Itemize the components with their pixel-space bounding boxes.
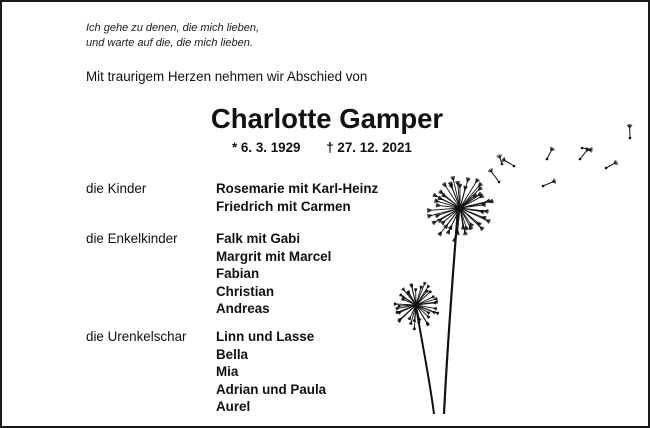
- group-label: die Urenkelschar: [86, 329, 187, 344]
- dandelion-large: [427, 176, 494, 242]
- group-label: die Kinder: [86, 181, 147, 196]
- birth-date: * 6. 3. 1929: [232, 140, 301, 155]
- death-date: † 27. 12. 2021: [326, 140, 412, 155]
- dandelion-illustration: [387, 120, 647, 420]
- mourner-name: Fabian: [216, 266, 260, 281]
- group-names: [216, 328, 326, 416]
- mourner-name: Bella: [216, 346, 249, 362]
- mourner-name: Christian: [216, 283, 275, 299]
- mourner-name: Falk mit Gabi: [216, 231, 301, 246]
- mourner-name: Rosemarie mit Karl-Heinz: [216, 181, 379, 196]
- poem-line-1: Ich gehe zu denen, die mich lieben,: [86, 22, 260, 34]
- life-dates: [232, 139, 412, 156]
- group-names: [216, 180, 378, 215]
- mourner-name: Linn und Lasse: [216, 329, 315, 344]
- mourner-name: Andreas: [216, 301, 270, 316]
- group-names: [216, 230, 331, 318]
- deceased-name: Charlotte Gamper: [210, 103, 444, 134]
- flying-seeds: [488, 124, 632, 187]
- dandelion-small: [394, 282, 439, 330]
- intro-text: Mit traurigem Herzen nehmen wir Abschied von: [86, 69, 368, 84]
- poem-line-2: und warte auf die, die mich lieben.: [86, 37, 253, 49]
- mourner-name: Adrian und Paula: [216, 381, 327, 397]
- group-label: die Enkelkinder: [86, 231, 178, 246]
- mourner-name: Friedrich mit Carmen: [216, 198, 351, 214]
- mourner-name: Margrit mit Marcel: [216, 248, 332, 264]
- mourner-name: Mia: [216, 364, 239, 379]
- mourner-name: Aurel: [216, 399, 251, 414]
- poem: [86, 21, 259, 51]
